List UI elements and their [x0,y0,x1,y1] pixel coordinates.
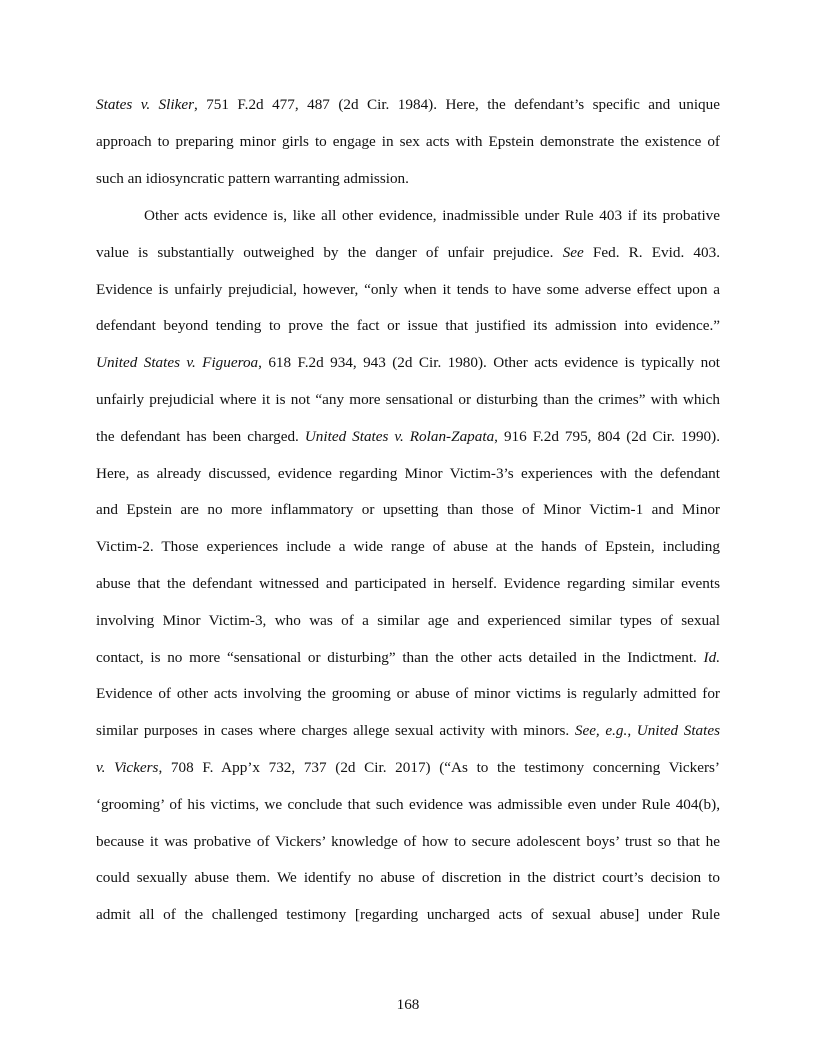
italic-citation: v. Vickers [96,759,159,776]
text-segment: unfairly prejudicial where it is not “any more sensational or disturbing than the crimes” with which [96,391,720,408]
text-segment: , 916 F.2d 795, 804 (2d Cir. 1990). [494,428,721,445]
text-segment: Evidence is unfairly prejudicial, however, “only when it tends to have some adverse effect upon a [96,281,720,298]
text-line [96,315,720,337]
text-segment: involving Minor Victim-3, who was of a similar age and experienced similar types of sexual [96,612,720,629]
text-segment: similar purposes in cases where charges allege sexual activity with minors. [96,722,575,739]
italic-citation: See, e.g. [574,722,628,739]
text-segment: and Epstein are no more inflammatory or upsetting than those of Minor Victim-1 and Minor [96,501,720,518]
text-line [96,904,720,926]
text-segment: , 751 F.2d 477, 487 (2d Cir. 1984). Here, the defendant’s specific and unique [193,96,720,113]
text-line [96,94,720,116]
italic-citation: States v. Sliker [96,96,194,113]
text-segment: admit all of the challenged testimony [regarding uncharged acts of sexual abuse] under Rule [96,906,720,923]
text-segment: approach to preparing minor girls to engage in sex acts with Epstein demonstrate the existence of [96,133,720,150]
text-segment: value is substantially outweighed by the danger of unfair prejudice. [96,244,563,261]
text-line [96,352,720,374]
text-line [144,205,720,227]
text-segment: Evidence of other acts involving the grooming or abuse of minor victims is regularly admitted for [96,685,720,702]
text-line [96,683,720,705]
text-line [96,279,720,301]
text-line [96,131,720,153]
italic-citation: Id. [703,649,720,666]
text-line [96,610,720,632]
text-segment: Other acts evidence is, like all other evidence, inadmissible under Rule 403 if its probative [144,207,720,224]
text-segment: defendant beyond tending to prove the fact or issue that justified its admission into evidence.” [96,317,720,334]
italic-citation: See [562,244,584,261]
page-number: 168 [396,996,420,1013]
text-segment: ‘grooming’ of his victims, we conclude that such evidence was admissible even under Rule 404(b), [96,796,720,813]
text-line [96,389,720,411]
text-segment: , [627,722,637,739]
text-line [96,794,720,816]
text-segment: abuse that the defendant witnessed and participated in herself. Evidence regarding similar events [96,575,720,592]
text-line [96,831,720,853]
text-line [96,536,720,558]
text-segment: such an idiosyncratic pattern warranting admission. [96,170,409,187]
text-line [96,168,720,190]
text-line [96,647,720,669]
text-segment: , 708 F. App’x 732, 737 (2d Cir. 2017) (“As to the testimony concerning Vickers’ [158,759,720,776]
text-line [96,720,720,742]
text-line [96,573,720,595]
italic-citation: United States v. Rolan-Zapata [304,428,495,445]
text-segment: Here, as already discussed, evidence regarding Minor Victim-3’s experiences with the defendant [96,465,720,482]
text-segment: contact, is no more “sensational or disturbing” than the other acts detailed in the Indictment. [96,649,704,666]
text-line [96,757,720,779]
text-line [96,867,720,889]
text-line [96,463,720,485]
text-segment: because it was probative of Vickers’ knowledge of how to secure adolescent boys’ trust so that he [96,833,720,850]
text-segment: the defendant has been charged. [96,428,305,445]
text-segment: Victim-2. Those experiences include a wide range of abuse at the hands of Epstein, including [96,538,720,555]
text-line [96,426,720,448]
italic-citation: United States [636,722,721,739]
italic-citation: United States v. Figueroa [96,354,259,371]
text-line [96,499,720,521]
text-segment: Fed. R. Evid. 403. [583,244,720,261]
text-segment: could sexually abuse them. We identify no abuse of discretion in the district court’s decision to [96,869,720,886]
text-segment: , 618 F.2d 934, 943 (2d Cir. 1980). Other acts evidence is typically not [258,354,721,371]
text-line [96,242,720,264]
